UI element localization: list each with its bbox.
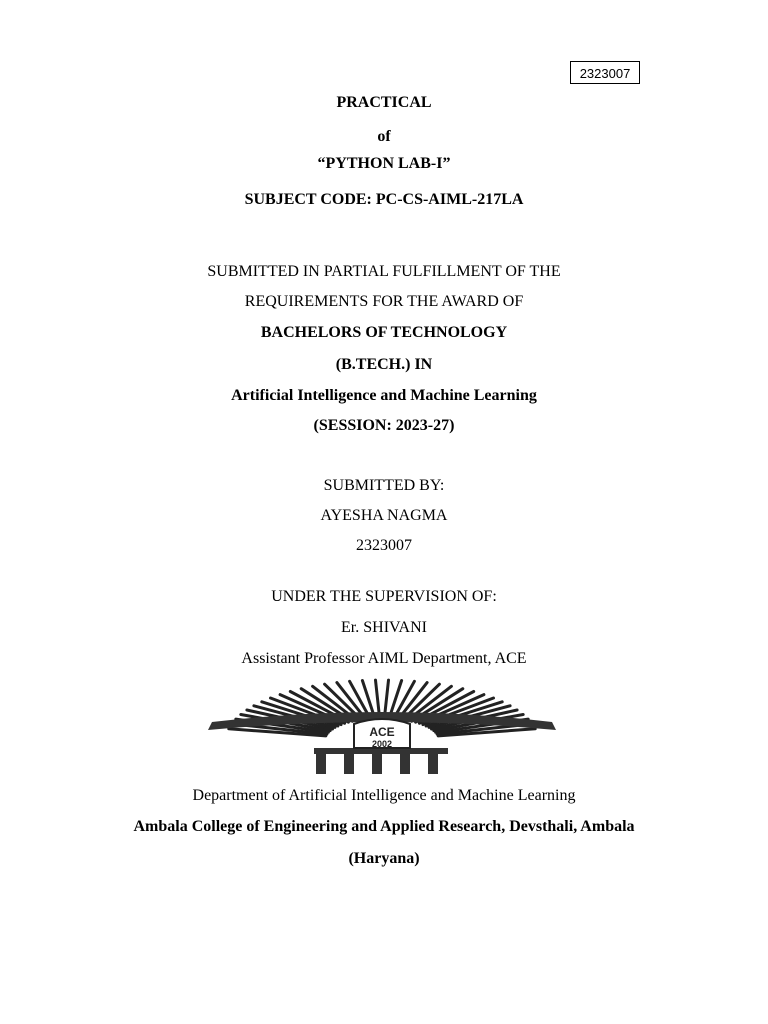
logo-year: 2002 bbox=[371, 739, 393, 749]
logo-text: ACE bbox=[369, 725, 395, 739]
degree-abbreviation: (B.TECH.) IN bbox=[335, 356, 433, 373]
ace-logo bbox=[204, 678, 560, 778]
of-text: of bbox=[377, 128, 391, 145]
student-name: AYESHA NAGMA bbox=[320, 507, 448, 524]
supervisor-name: Er. SHIVANI bbox=[341, 619, 427, 636]
degree-name: BACHELORS OF TECHNOLOGY bbox=[260, 324, 508, 341]
logo-pillars bbox=[314, 748, 448, 774]
state-name: (Haryana) bbox=[348, 850, 420, 867]
session-text: (SESSION: 2023-27) bbox=[313, 417, 455, 434]
roll-number-box: 2323007 bbox=[570, 61, 640, 84]
department-name: Department of Artificial Intelligence and Machine Learning bbox=[192, 787, 576, 804]
branch-name: Artificial Intelligence and Machine Learning bbox=[231, 387, 537, 404]
submission-line-1: SUBMITTED IN PARTIAL FULFILLMENT OF THE bbox=[207, 263, 561, 280]
submitted-by-label: SUBMITTED BY: bbox=[323, 477, 445, 494]
practical-heading: PRACTICAL bbox=[336, 94, 432, 111]
subject-code: SUBJECT CODE: PC-CS-AIML-217LA bbox=[244, 191, 524, 208]
supervisor-designation: Assistant Professor AIML Department, ACE bbox=[241, 650, 527, 667]
lab-title: “PYTHON LAB-I” bbox=[317, 155, 451, 172]
college-name: Ambala College of Engineering and Applied Research, Devsthali, Ambala bbox=[133, 818, 635, 835]
student-roll: 2323007 bbox=[356, 537, 412, 554]
supervision-label: UNDER THE SUPERVISION OF: bbox=[271, 588, 497, 605]
submission-line-2: REQUIREMENTS FOR THE AWARD OF bbox=[244, 293, 524, 310]
